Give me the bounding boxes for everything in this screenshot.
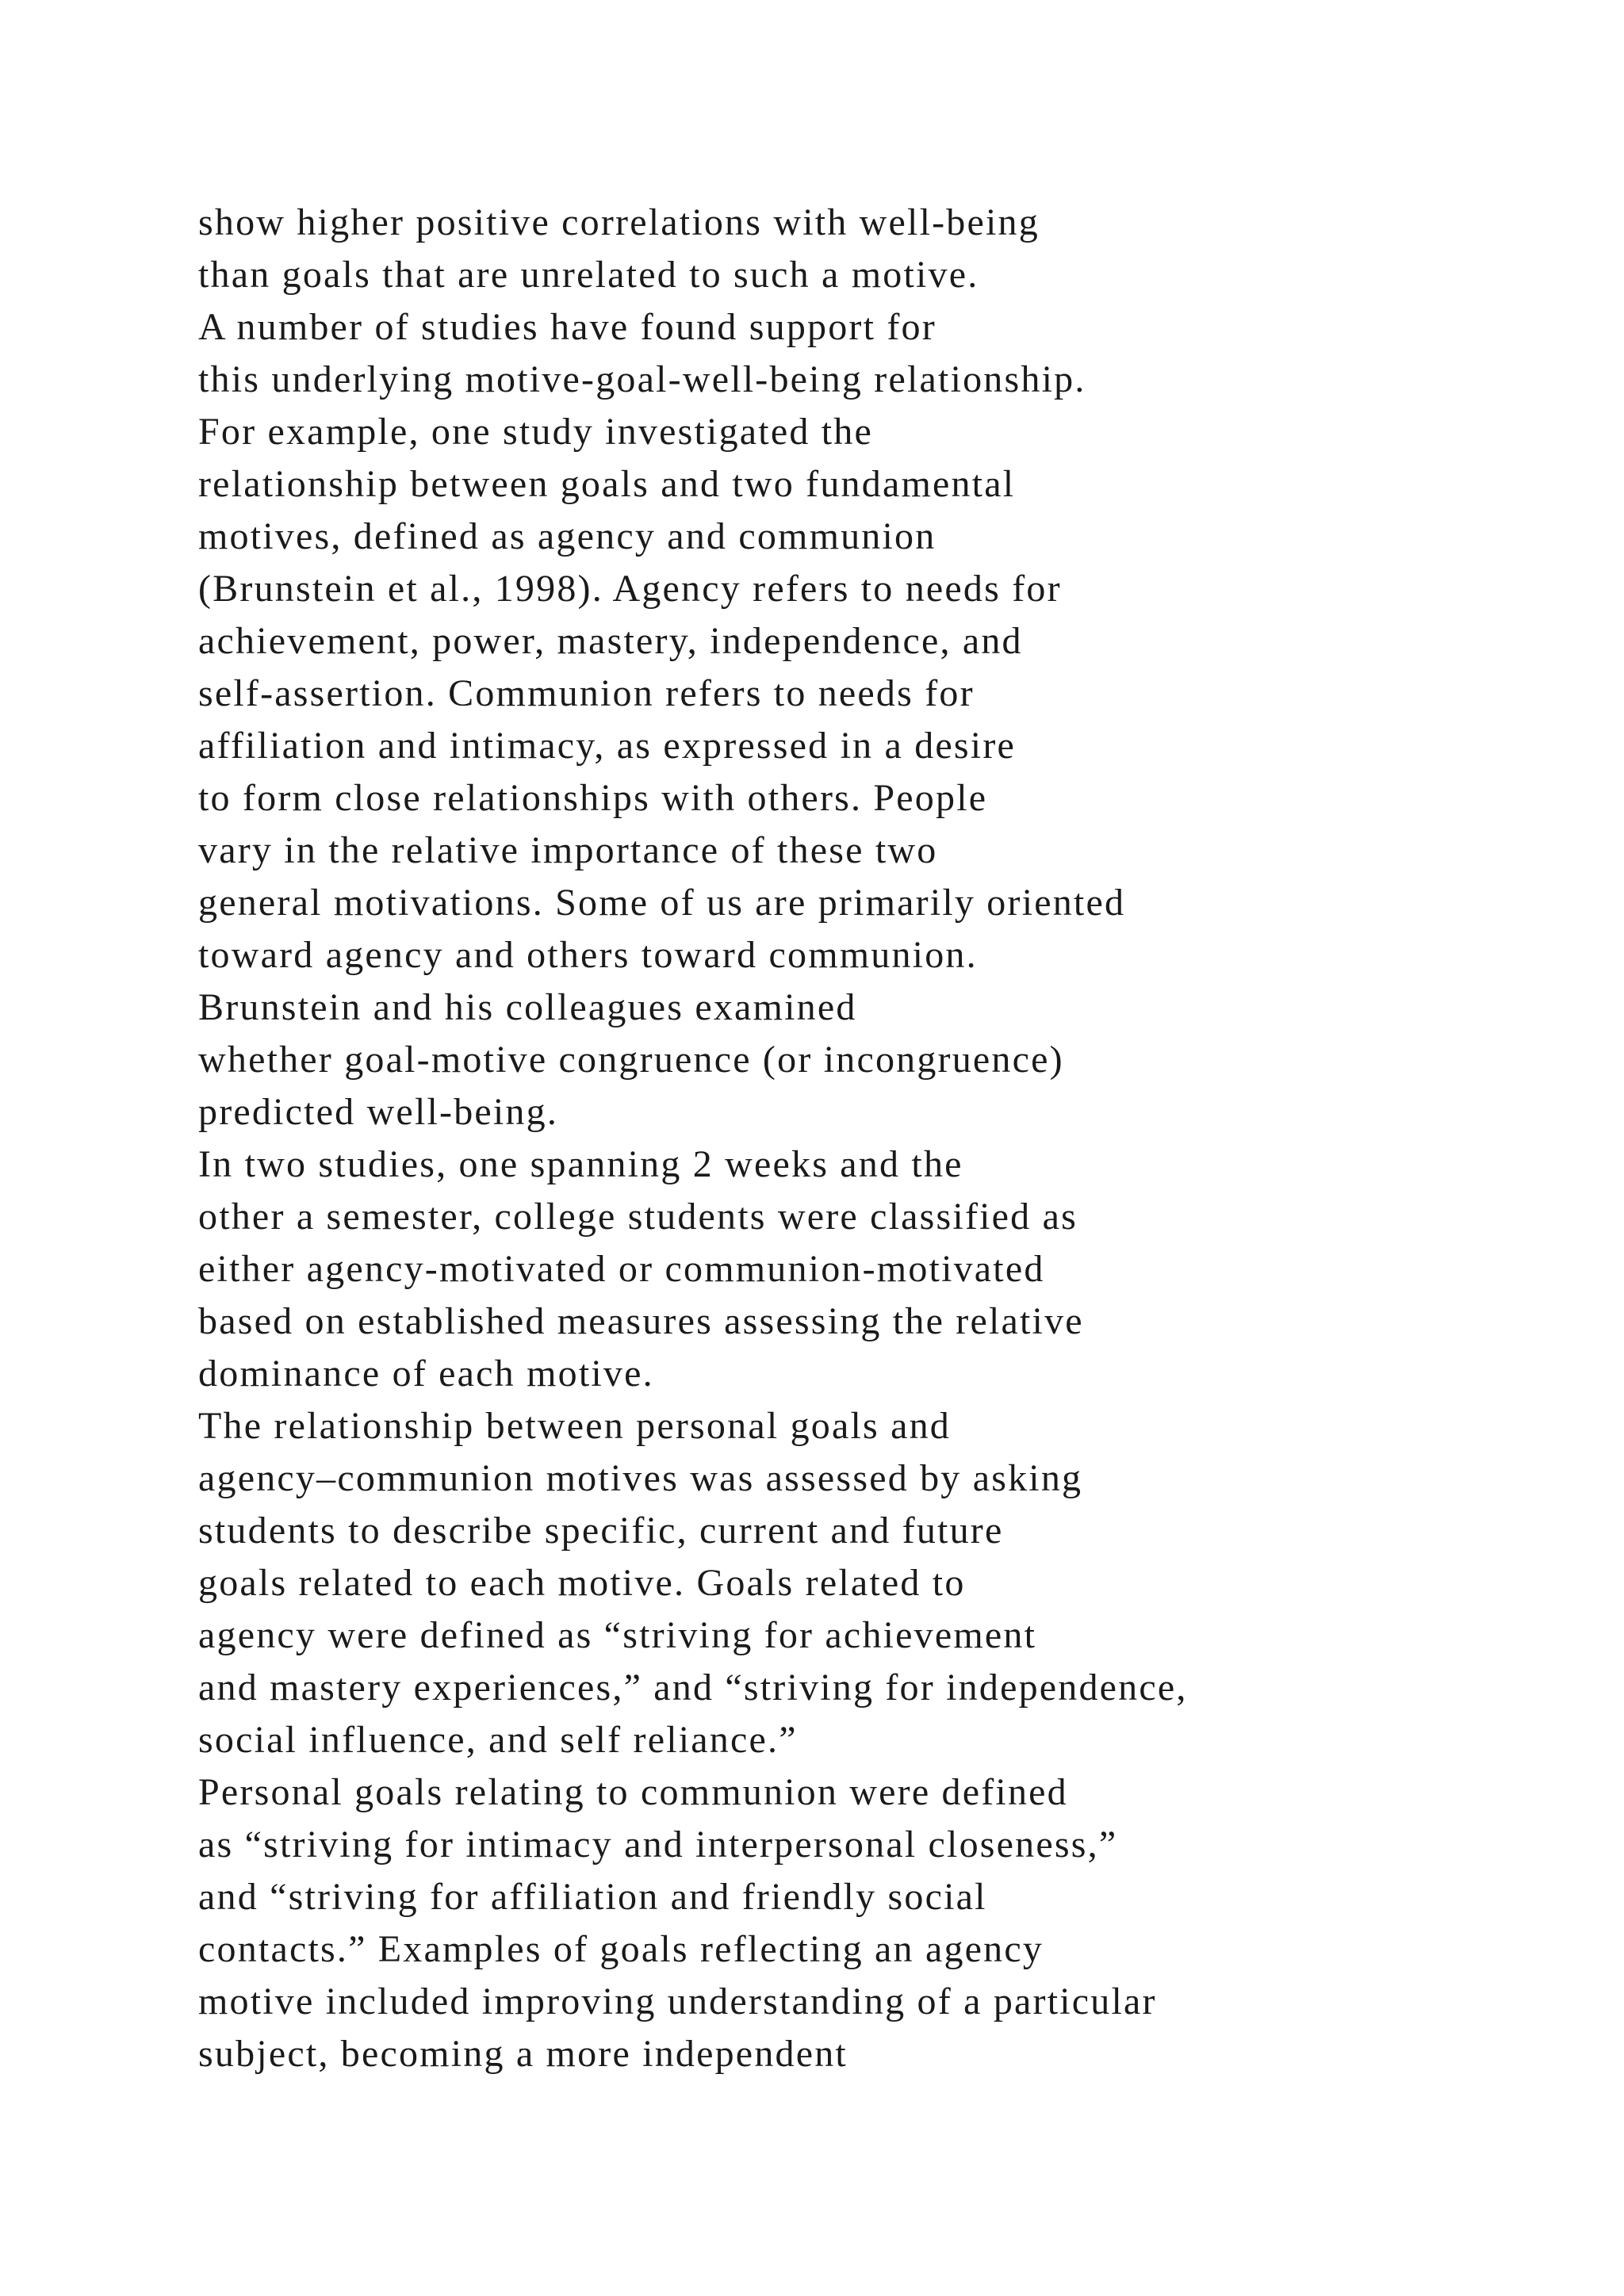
text-line: subject, becoming a more independent (198, 2033, 848, 2075)
text-line: to form close relationships with others. People (198, 777, 988, 819)
text-line: In two studies, one spanning 2 weeks and the (198, 1143, 963, 1185)
text-line: relationship between goals and two fundamental (198, 463, 1016, 505)
text-line: either agency-motivated or communion-motivated (198, 1248, 1045, 1290)
text-line: social influence, and self reliance.” (198, 1719, 798, 1761)
text-line: other a semester, college students were classified as (198, 1196, 1078, 1238)
text-line: this underlying motive-goal-well-being relationship. (198, 358, 1086, 400)
text-line: A number of studies have found support for (198, 306, 936, 348)
text-line: dominance of each motive. (198, 1353, 654, 1395)
text-line: Brunstein and his colleagues examined (198, 986, 857, 1028)
text-line: students to describe specific, current and future (198, 1510, 1004, 1552)
text-line: and “striving for affiliation and friendly social (198, 1876, 987, 1918)
text-line: as “striving for intimacy and interpersonal closeness,” (198, 1823, 1118, 1866)
text-line: and mastery experiences,” and “striving for independence, (198, 1667, 1188, 1709)
text-line: whether goal-motive congruence (or incongruence) (198, 1039, 1064, 1081)
text-line: goals related to each motive. Goals related to (198, 1562, 966, 1604)
text-line: For example, one study investigated the (198, 411, 873, 453)
text-line: predicted well-being. (198, 1091, 559, 1133)
text-line: than goals that are unrelated to such a motive. (198, 254, 979, 296)
text-line: motives, defined as agency and communion (198, 515, 936, 557)
body-text (198, 197, 1594, 2080)
text-line: agency–communion motives was assessed by asking (198, 1457, 1083, 1499)
text-line: contacts.” Examples of goals reflecting an agency (198, 1928, 1044, 1970)
text-line: motive included improving understanding of a particular (198, 1980, 1157, 2022)
text-line: The relationship between personal goals and (198, 1405, 951, 1447)
text-line: affiliation and intimacy, as expressed in a desire (198, 725, 1017, 767)
text-line: (Brunstein et al., 1998). Agency refers to needs for (198, 568, 1062, 610)
text-line: Personal goals relating to communion were defined (198, 1771, 1068, 1813)
text-line: show higher positive correlations with well-being (198, 201, 1040, 243)
text-line: self-assertion. Communion refers to needs for (198, 672, 975, 714)
text-line: agency were defined as “striving for achievement (198, 1614, 1037, 1656)
text-line: based on established measures assessing the relative (198, 1300, 1084, 1342)
text-line: achievement, power, mastery, independence, and (198, 620, 1023, 662)
text-line: general motivations. Some of us are primarily oriented (198, 882, 1126, 924)
text-line: vary in the relative importance of these two (198, 829, 938, 871)
text-line: toward agency and others toward communion. (198, 934, 978, 976)
